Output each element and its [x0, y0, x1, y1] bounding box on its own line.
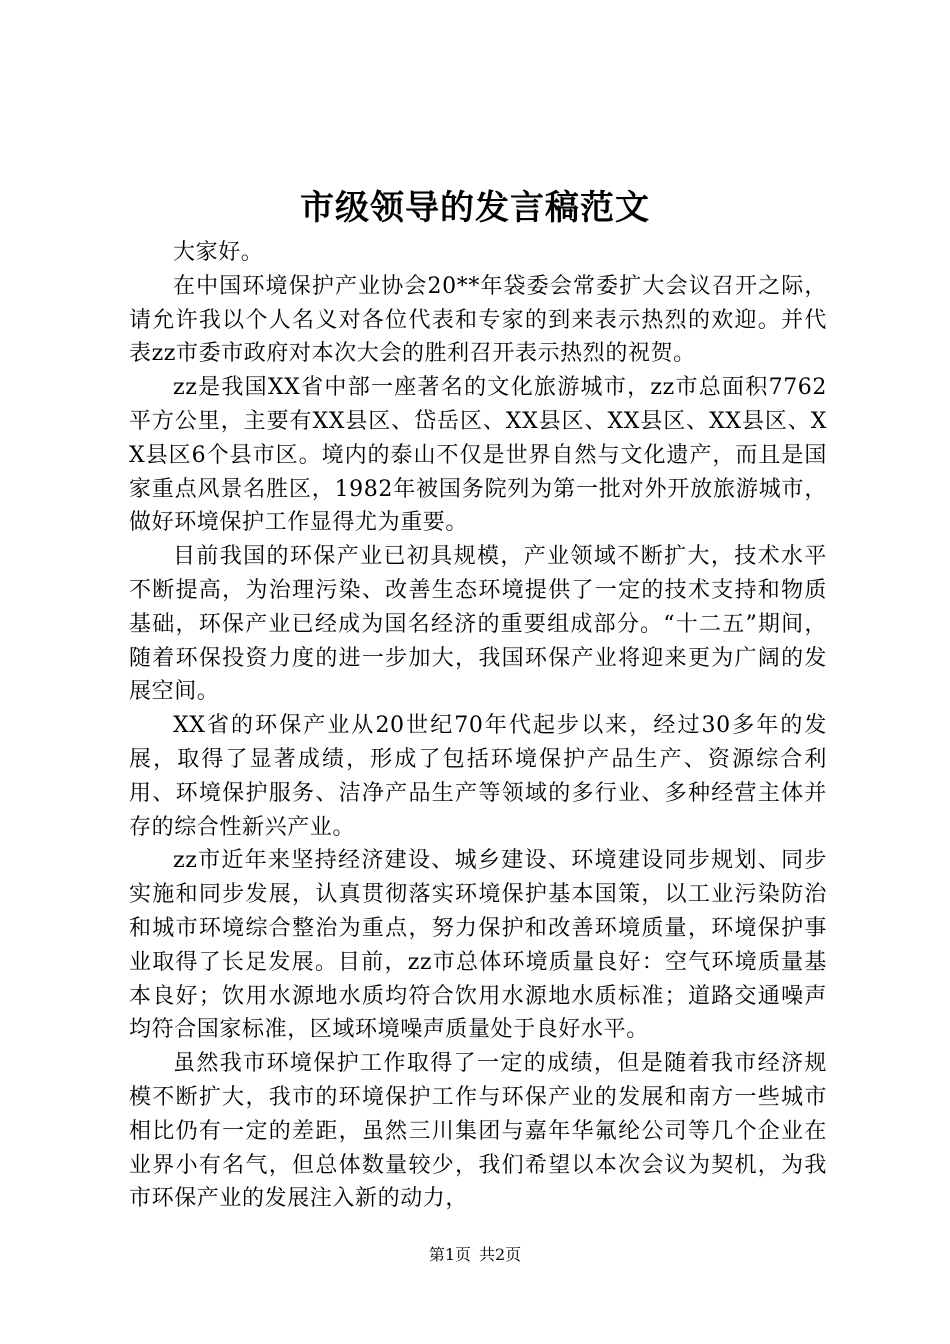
page-footer [0, 1243, 950, 1267]
paragraph-province-industry: XX省的环保产业从20世纪70年代起步以来，经过30多年的发展，取得了显著成绩，形成了包括环境保护产品生产、资源综合利用、环境保护服务、洁净产品生产等领域的多行业、多种经营主体并存的综合性新兴产业。 [129, 713, 827, 840]
document-body [129, 236, 827, 1216]
paragraph-city-gap: 虽然我市环境保护工作取得了一定的成绩，但是随着我市经济规模不断扩大，我市的环境保护工作与环保产业的发展和南方一些城市相比仍有一定的差距，虽然三川集团与嘉年华氟纶公司等几个企业在业界小有名气，但总体数量较少，我们希望以本次会议为契机，为我市环保产业的发展注入新的动力， [129, 1051, 827, 1212]
document-title: 市级领导的发言稿范文 [300, 188, 650, 228]
paragraph-city-intro: zz是我国XX省中部一座著名的文化旅游城市，zz市总面积7762平方公里，主要有XX县区、岱岳区、XX县区、XX县区、XX县区、XX县区6个县市区。境内的泰山不仅是世界自然与文化遗产，而且是国家重点风景名胜区，1982年被国务院列为第一批对外开放旅游城市，做好环境保护工作显得尤为重要。 [129, 375, 827, 536]
page-number: 第1页 [428, 1245, 471, 1264]
paragraph-greeting: 大家好。 [173, 240, 264, 265]
paragraph-welcome: 在中国环境保护产业协会20**年袋委会常委扩大会议召开之际，请允许我以个人名义对各位代表和专家的到来表示热烈的欢迎。并代表zz市委市政府对本次大会的胜利召开表示热烈的祝贺。 [129, 273, 827, 367]
paragraph-city-progress: zz市近年来坚持经济建设、城乡建设、环境建设同步规划、同步实施和同步发展，认真贯彻落实环境保护基本国策，以工业污染防治和城市环境综合整治为重点，努力保护和改善环境质量，环境保护事业取得了长足发展。目前，zz市总体环境质量良好：空气环境质量基本良好；饮用水源地水质均符合饮用水源地水质标准；道路交通噪声均符合国家标准，区域环境噪声质量处于良好水平。 [129, 848, 827, 1043]
paragraph-national-industry: 目前我国的环保产业已初具规模，产业领域不断扩大，技术水平不断提高，为治理污染、改善生态环境提供了一定的技术支持和物质基础，环保产业已经成为国名经济的重要组成部分。“十二五”期间，随着环保投资力度的进一步加大，我国环保产业将迎来更为广阔的发展空间。 [129, 544, 827, 705]
page-total: 共2页 [479, 1245, 522, 1264]
